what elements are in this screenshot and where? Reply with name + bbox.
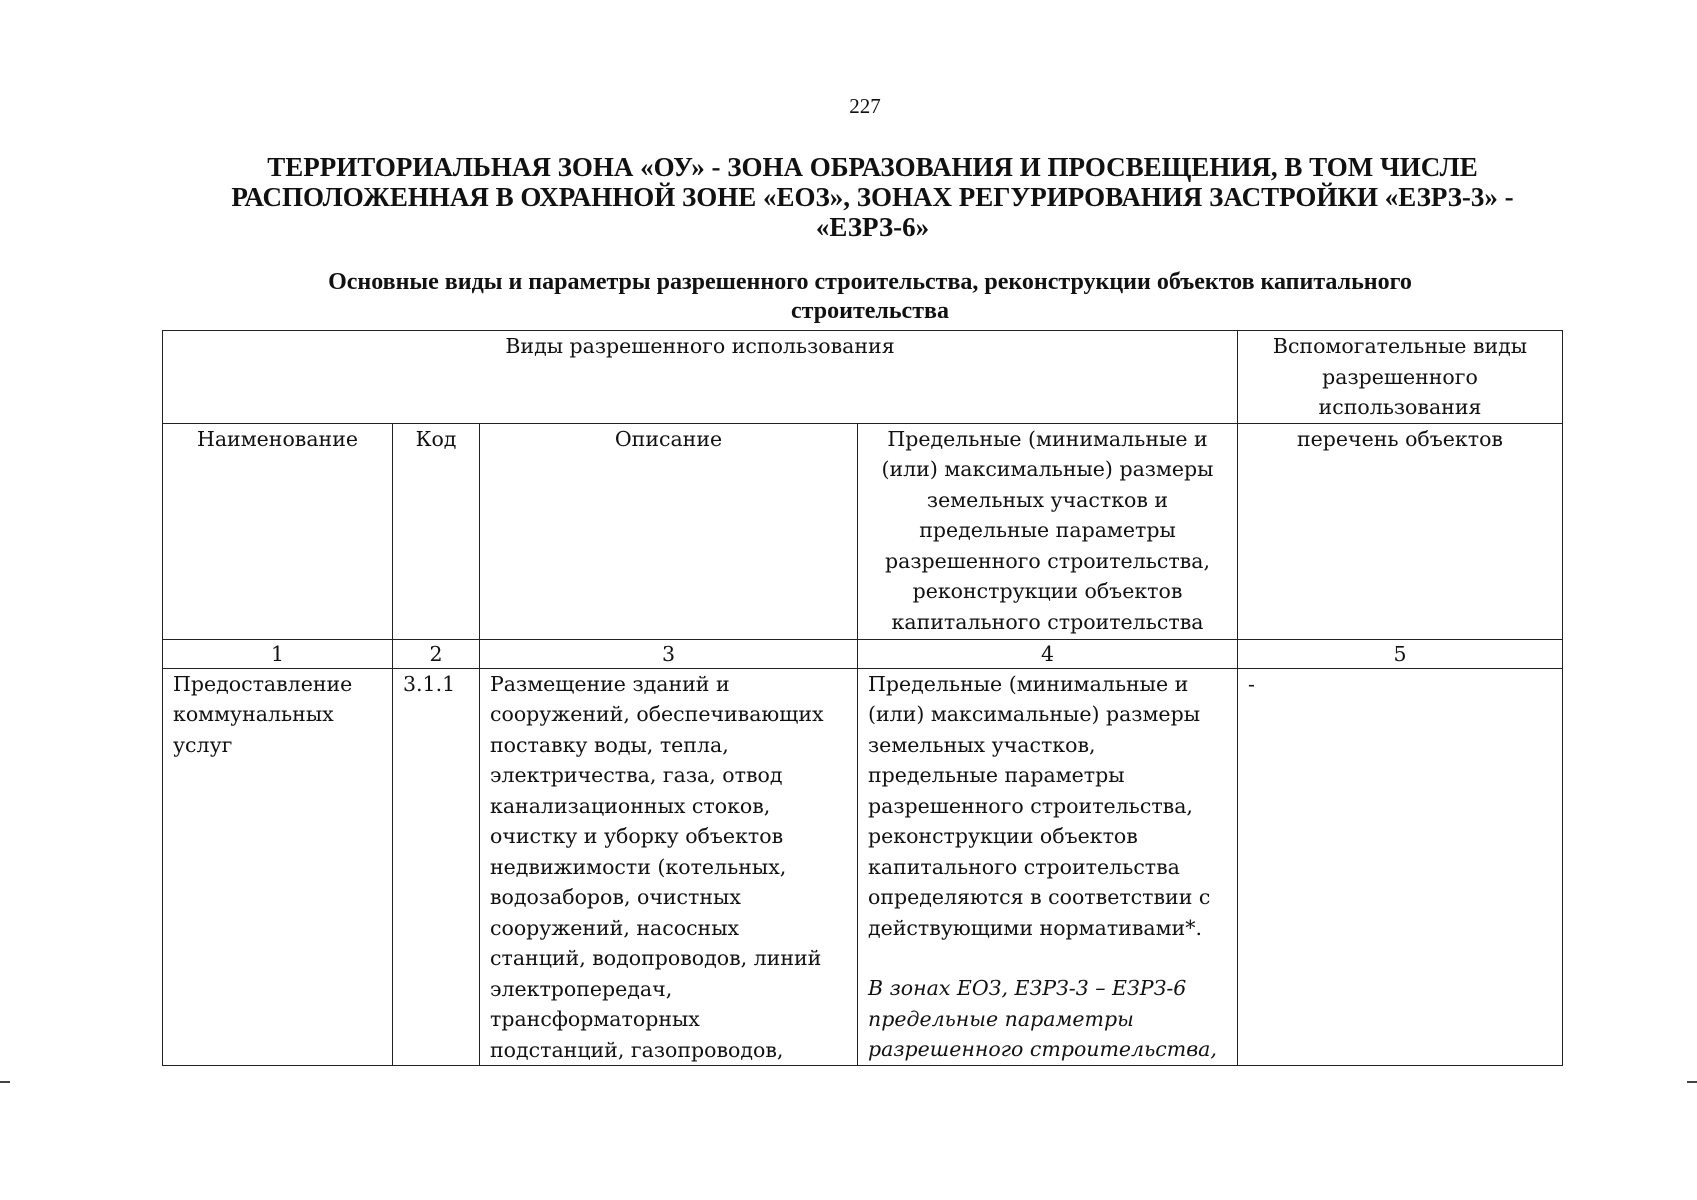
section-subtitle (160, 268, 1580, 326)
col-header-limits: Предельные (минимальные и (или) максимальные) размеры земельных участков и предельные параметры разрешенного строительства, реконструкции объектов капитального строительства (858, 423, 1238, 639)
col-number: 3 (480, 639, 858, 668)
page-number: 227 (849, 94, 881, 118)
subtitle-line: Основные виды и параметры разрешенного строительства, реконструкции объектов капитального (328, 269, 1412, 295)
table-row (163, 668, 1563, 1066)
table-number-row (163, 639, 1563, 668)
col-number: 2 (393, 639, 480, 668)
group-header-main: Виды разрешенного использования (163, 331, 1238, 424)
table-group-header-row (163, 331, 1563, 424)
col-header-code: Код (393, 423, 480, 639)
cell-aux: - (1238, 668, 1563, 1066)
cell-code: 3.1.1 (393, 668, 480, 1066)
col-number: 4 (858, 639, 1238, 668)
title-line: «ЕЗРЗ-6» (815, 212, 930, 242)
col-header-aux-list: перечень объектов (1238, 423, 1563, 639)
col-number: 5 (1238, 639, 1563, 668)
left-edge-mark (0, 1081, 10, 1083)
title-line: РАСПОЛОЖЕННАЯ В ОХРАННОЙ ЗОНЕ «ЕОЗ», ЗОНАХ РЕГУРИРОВАНИЯ ЗАСТРОЙКИ «ЕЗРЗ-3» - (231, 182, 1514, 212)
spacer (868, 943, 1227, 973)
cell-description: Размещение зданий и сооружений, обеспечивающих поставку воды, тепла, электричества, газа, отвод канализационных стоков, очистку и уборку объектов недвижимости (котельных, водозаборов, очистных сооружений, насосных станций, водопроводов, линий электропередач, трансформаторных подстанций, газопроводов, (480, 668, 858, 1066)
col-number: 1 (163, 639, 393, 668)
col-header-name: Наименование (163, 423, 393, 639)
table-column-header-row (163, 423, 1563, 639)
subtitle-line: строительства (791, 298, 949, 324)
col-header-description: Описание (480, 423, 858, 639)
cell-name: Предоставление коммунальных услуг (163, 668, 393, 1066)
document-title (175, 152, 1570, 242)
group-header-aux: Вспомогательные виды разрешенного использования (1238, 331, 1563, 424)
right-edge-mark (1687, 1081, 1697, 1083)
title-line: ТЕРРИТОРИАЛЬНАЯ ЗОНА «ОУ» - ЗОНА ОБРАЗОВАНИЯ И ПРОСВЕЩЕНИЯ, В ТОМ ЧИСЛЕ (267, 152, 1478, 182)
permitted-use-table (162, 330, 1563, 1066)
cell-limits: Предельные (минимальные и (или) максимальные) размеры земельных участков, предельные параметры разрешенного строительства, реконструкции объектов капитального строительства определяются в соответствии с действующими нормативами*. В зонах ЕОЗ, ЕЗРЗ-3 – ЕЗРЗ-6 предельные параметры разрешенного строительства, (858, 668, 1238, 1066)
